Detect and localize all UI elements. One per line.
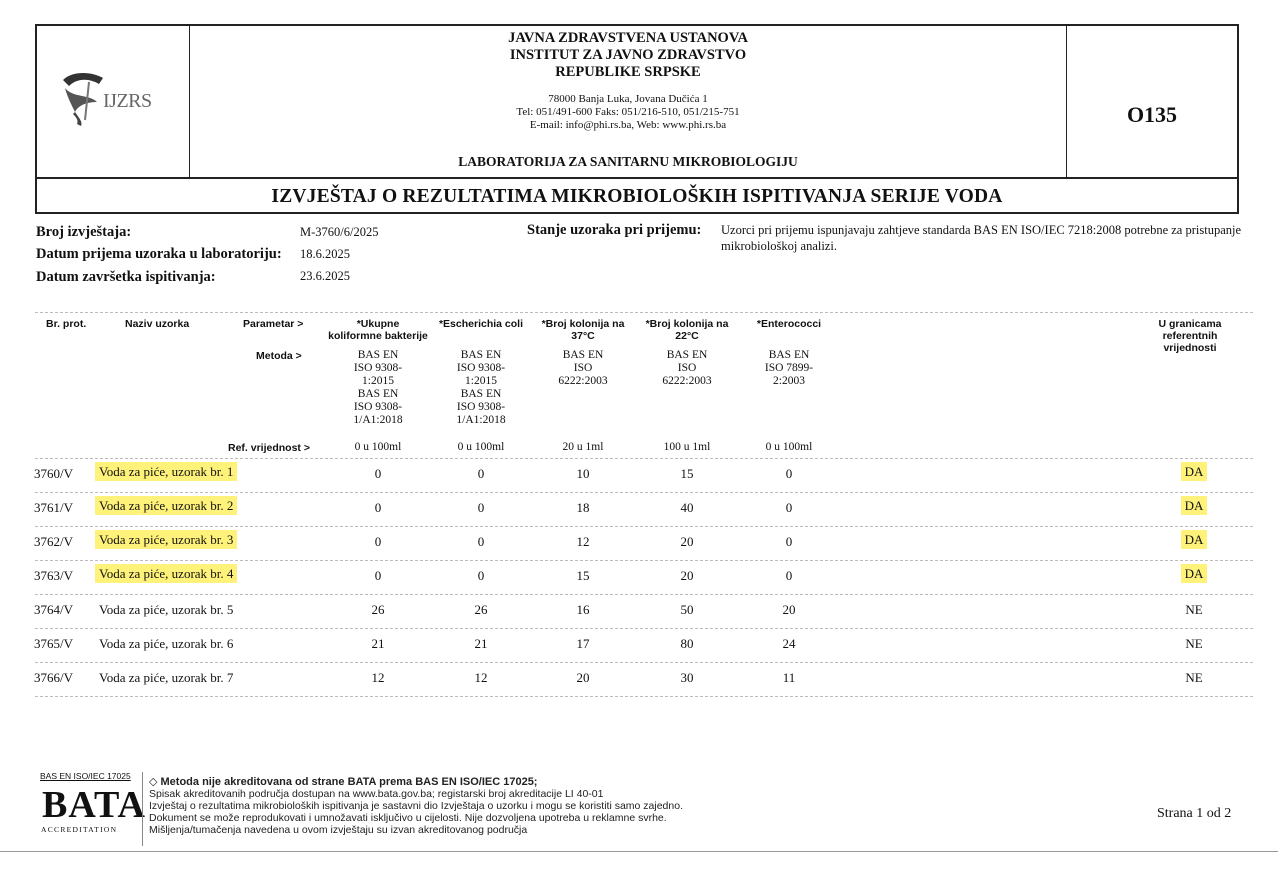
report-title: IZVJEŠTAJ O REZULTATIMA MIKROBIOLOŠKIH ISPITIVANJA SERIJE VODA bbox=[271, 186, 1003, 207]
method-colonies-37: BAS EN ISO 6222:2003 bbox=[558, 349, 608, 387]
footer-note-1: ◇ Metoda nije akreditovana od strane BATA prema BAS EN ISO/IEC 17025; bbox=[149, 776, 538, 788]
logo-cell bbox=[37, 26, 190, 177]
row-value-4: 15 bbox=[680, 466, 694, 481]
sample-condition-text: Uzorci pri prijemu ispunjavaju zahtjeve standarda BAS EN ISO/IEC 7218:2008 potrebne za pristupanje mikrobiološkoj analizi. bbox=[721, 223, 1242, 253]
page-bottom-rule bbox=[0, 851, 1278, 852]
row-value-1: 0 bbox=[374, 534, 382, 549]
row-divider bbox=[35, 560, 1253, 561]
row-divider bbox=[35, 696, 1253, 697]
ref-colonies-37: 20 u 1ml bbox=[562, 441, 604, 453]
row-value-4: 80 bbox=[680, 636, 694, 651]
institution-line-1: JAVNA ZDRAVSTVENA USTANOVA bbox=[508, 30, 748, 46]
institution-address: 78000 Banja Luka, Jovana Dučića 1 bbox=[548, 93, 708, 105]
row-value-1: 0 bbox=[374, 568, 382, 583]
row-value-5: 20 bbox=[782, 602, 796, 617]
institution-cell bbox=[190, 26, 1067, 177]
bata-standard: BAS EN ISO/IEC 17025 bbox=[40, 771, 131, 781]
method-coliforms: BAS EN ISO 9308- 1:2015 BAS EN ISO 9308- 1/A1:2018 bbox=[353, 349, 403, 426]
row-value-1: 0 bbox=[374, 500, 382, 515]
report-number: M-3760/6/2025 bbox=[300, 225, 379, 239]
institution-email: E-mail: info@phi.rs.ba, Web: www.phi.rs.ba bbox=[529, 119, 727, 131]
ref-coliforms: 0 u 100ml bbox=[354, 441, 402, 453]
footer-note-5: Mišljenja/tumačenja navedena u ovom izvještaju su izvan akreditovanog područja bbox=[149, 824, 528, 836]
row-value-4: 20 bbox=[680, 568, 694, 583]
row-value-2: 0 bbox=[477, 500, 485, 515]
header-divider bbox=[35, 458, 1253, 459]
table-top-divider bbox=[35, 312, 1253, 313]
row-value-2: 0 bbox=[477, 466, 485, 481]
row-value-1: 26 bbox=[371, 602, 385, 617]
param-row-label: Parametar > bbox=[243, 318, 304, 330]
logo-text: IJZRS bbox=[103, 90, 152, 112]
row-sample-name: Voda za piće, uzorak br. 4 bbox=[95, 564, 237, 583]
row-value-3: 12 bbox=[576, 534, 590, 549]
row-value-3: 20 bbox=[576, 670, 590, 685]
row-divider bbox=[35, 662, 1253, 663]
row-prot-number: 3765/V bbox=[34, 636, 73, 651]
param-header-coliforms: *Ukupne koliformne bakterije bbox=[328, 318, 428, 342]
row-value-4: 20 bbox=[680, 534, 694, 549]
param-header-enterococci: *Enterococci bbox=[756, 318, 822, 330]
sample-condition-label: Stanje uzoraka pri prijemu: bbox=[527, 222, 702, 238]
row-within-limits: DA bbox=[1181, 530, 1208, 549]
row-sample-name: Voda za piće, uzorak br. 3 bbox=[95, 530, 237, 549]
institution-line-2: INSTITUT ZA JAVNO ZDRAVSTVO bbox=[509, 47, 747, 63]
row-prot-number: 3764/V bbox=[34, 602, 73, 617]
row-value-2: 0 bbox=[477, 568, 485, 583]
row-within-limits: DA bbox=[1181, 496, 1208, 515]
row-within-limits: NE bbox=[1185, 602, 1203, 617]
row-value-2: 12 bbox=[474, 670, 488, 685]
page-number: Strana 1 od 2 bbox=[1157, 806, 1232, 821]
row-sample-name: Voda za piće, uzorak br. 1 bbox=[95, 462, 237, 481]
footer-notes bbox=[149, 776, 683, 836]
finished-date: 23.6.2025 bbox=[300, 269, 350, 283]
row-sample-name: Voda za piće, uzorak br. 2 bbox=[95, 496, 237, 515]
footer-note-2: Spisak akreditovanih područja dostupan na www.bata.gov.ba; registarski broj akreditacije LI 40-01 bbox=[149, 788, 604, 800]
footer-vertical-divider bbox=[142, 772, 143, 846]
finished-date-label: Datum završetka ispitivanja: bbox=[36, 269, 216, 285]
method-enterococci: BAS EN ISO 7899- 2:2003 bbox=[764, 349, 814, 387]
document-code: O135 bbox=[1126, 102, 1178, 127]
method-ecoli: BAS EN ISO 9308- 1:2015 BAS EN ISO 9308- 1/A1:2018 bbox=[456, 349, 506, 426]
row-prot-number: 3763/V bbox=[34, 568, 73, 583]
param-header-ecoli: *Escherichia coli bbox=[438, 318, 524, 330]
row-value-4: 50 bbox=[680, 602, 694, 617]
document-code-cell bbox=[1067, 26, 1237, 177]
row-prot-number: 3762/V bbox=[34, 534, 73, 549]
col-header-name: Naziv uzorka bbox=[125, 318, 190, 330]
method-colonies-22: BAS EN ISO 6222:2003 bbox=[662, 349, 712, 387]
institution-line-3: REPUBLIKE SRPSKE bbox=[555, 64, 701, 80]
row-sample-name: Voda za piće, uzorak br. 7 bbox=[99, 670, 234, 685]
ref-ecoli: 0 u 100ml bbox=[457, 441, 505, 453]
row-value-2: 26 bbox=[474, 602, 488, 617]
bata-accreditation-logo bbox=[40, 771, 146, 847]
snake-emblem-icon bbox=[59, 68, 109, 128]
row-within-limits: DA bbox=[1181, 564, 1208, 583]
method-row-label: Metoda > bbox=[256, 350, 302, 362]
footer-note-4: Dokument se može reprodukovati i umnožavati isključivo u cijelosti. Nije dozvoljena upotreba u reklamne svrhe. bbox=[149, 812, 667, 824]
row-value-5: 0 bbox=[785, 534, 793, 549]
row-value-3: 10 bbox=[576, 466, 590, 481]
row-value-2: 21 bbox=[474, 636, 488, 651]
row-within-limits: NE bbox=[1185, 636, 1203, 651]
row-value-1: 0 bbox=[374, 466, 382, 481]
row-value-5: 24 bbox=[782, 636, 796, 651]
param-header-colonies-22: *Broj kolonija na 22°C bbox=[645, 318, 729, 342]
report-header bbox=[35, 24, 1239, 214]
ref-row-label: Ref. vrijednost > bbox=[228, 442, 310, 454]
ref-enterococci: 0 u 100ml bbox=[765, 441, 813, 453]
row-value-5: 0 bbox=[785, 568, 793, 583]
col-header-prot: Br. prot. bbox=[46, 318, 87, 330]
col-header-within-limits: U granicama referentnih vrijednosti bbox=[1158, 318, 1222, 354]
row-prot-number: 3760/V bbox=[34, 466, 73, 481]
row-value-1: 12 bbox=[371, 670, 385, 685]
row-value-3: 15 bbox=[576, 568, 590, 583]
row-sample-name: Voda za piće, uzorak br. 6 bbox=[99, 636, 234, 651]
row-value-1: 21 bbox=[371, 636, 385, 651]
laboratory-name: LABORATORIJA ZA SANITARNU MIKROBIOLOGIJU bbox=[458, 154, 798, 169]
row-divider bbox=[35, 492, 1253, 493]
row-within-limits: DA bbox=[1181, 462, 1208, 481]
row-value-4: 30 bbox=[680, 670, 694, 685]
row-within-limits: NE bbox=[1185, 670, 1203, 685]
row-prot-number: 3761/V bbox=[34, 500, 73, 515]
bata-accreditation-text: ACCREDITATION bbox=[41, 825, 118, 834]
row-value-5: 0 bbox=[785, 500, 793, 515]
row-value-5: 11 bbox=[782, 670, 796, 685]
header-top-row bbox=[37, 26, 1237, 179]
row-value-2: 0 bbox=[477, 534, 485, 549]
row-value-3: 18 bbox=[576, 500, 590, 515]
report-number-label: Broj izvještaja: bbox=[36, 224, 132, 240]
row-divider bbox=[35, 628, 1253, 629]
row-sample-name: Voda za piće, uzorak br. 5 bbox=[99, 602, 234, 617]
row-divider bbox=[35, 526, 1253, 527]
institution-phone: Tel: 051/491-600 Faks: 051/216-510, 051/215-751 bbox=[516, 106, 740, 118]
received-date: 18.6.2025 bbox=[300, 247, 350, 261]
param-header-colonies-37: *Broj kolonija na 37°C bbox=[541, 318, 625, 342]
received-date-label: Datum prijema uzoraka u laboratoriju: bbox=[36, 246, 282, 262]
bata-word: BATA bbox=[42, 784, 146, 826]
row-divider bbox=[35, 594, 1253, 595]
row-prot-number: 3766/V bbox=[34, 670, 73, 685]
row-value-5: 0 bbox=[785, 466, 793, 481]
row-value-3: 17 bbox=[576, 636, 590, 651]
institute-logo bbox=[59, 68, 179, 128]
footer-note-3: Izvještaj o rezultatima mikrobioloških ispitivanja je sastavni dio Izvještaja o uzorku i mogu se koristiti samo zajedno. bbox=[149, 800, 683, 812]
ref-colonies-22: 100 u 1ml bbox=[663, 441, 711, 453]
row-value-4: 40 bbox=[680, 500, 694, 515]
row-value-3: 16 bbox=[576, 602, 590, 617]
